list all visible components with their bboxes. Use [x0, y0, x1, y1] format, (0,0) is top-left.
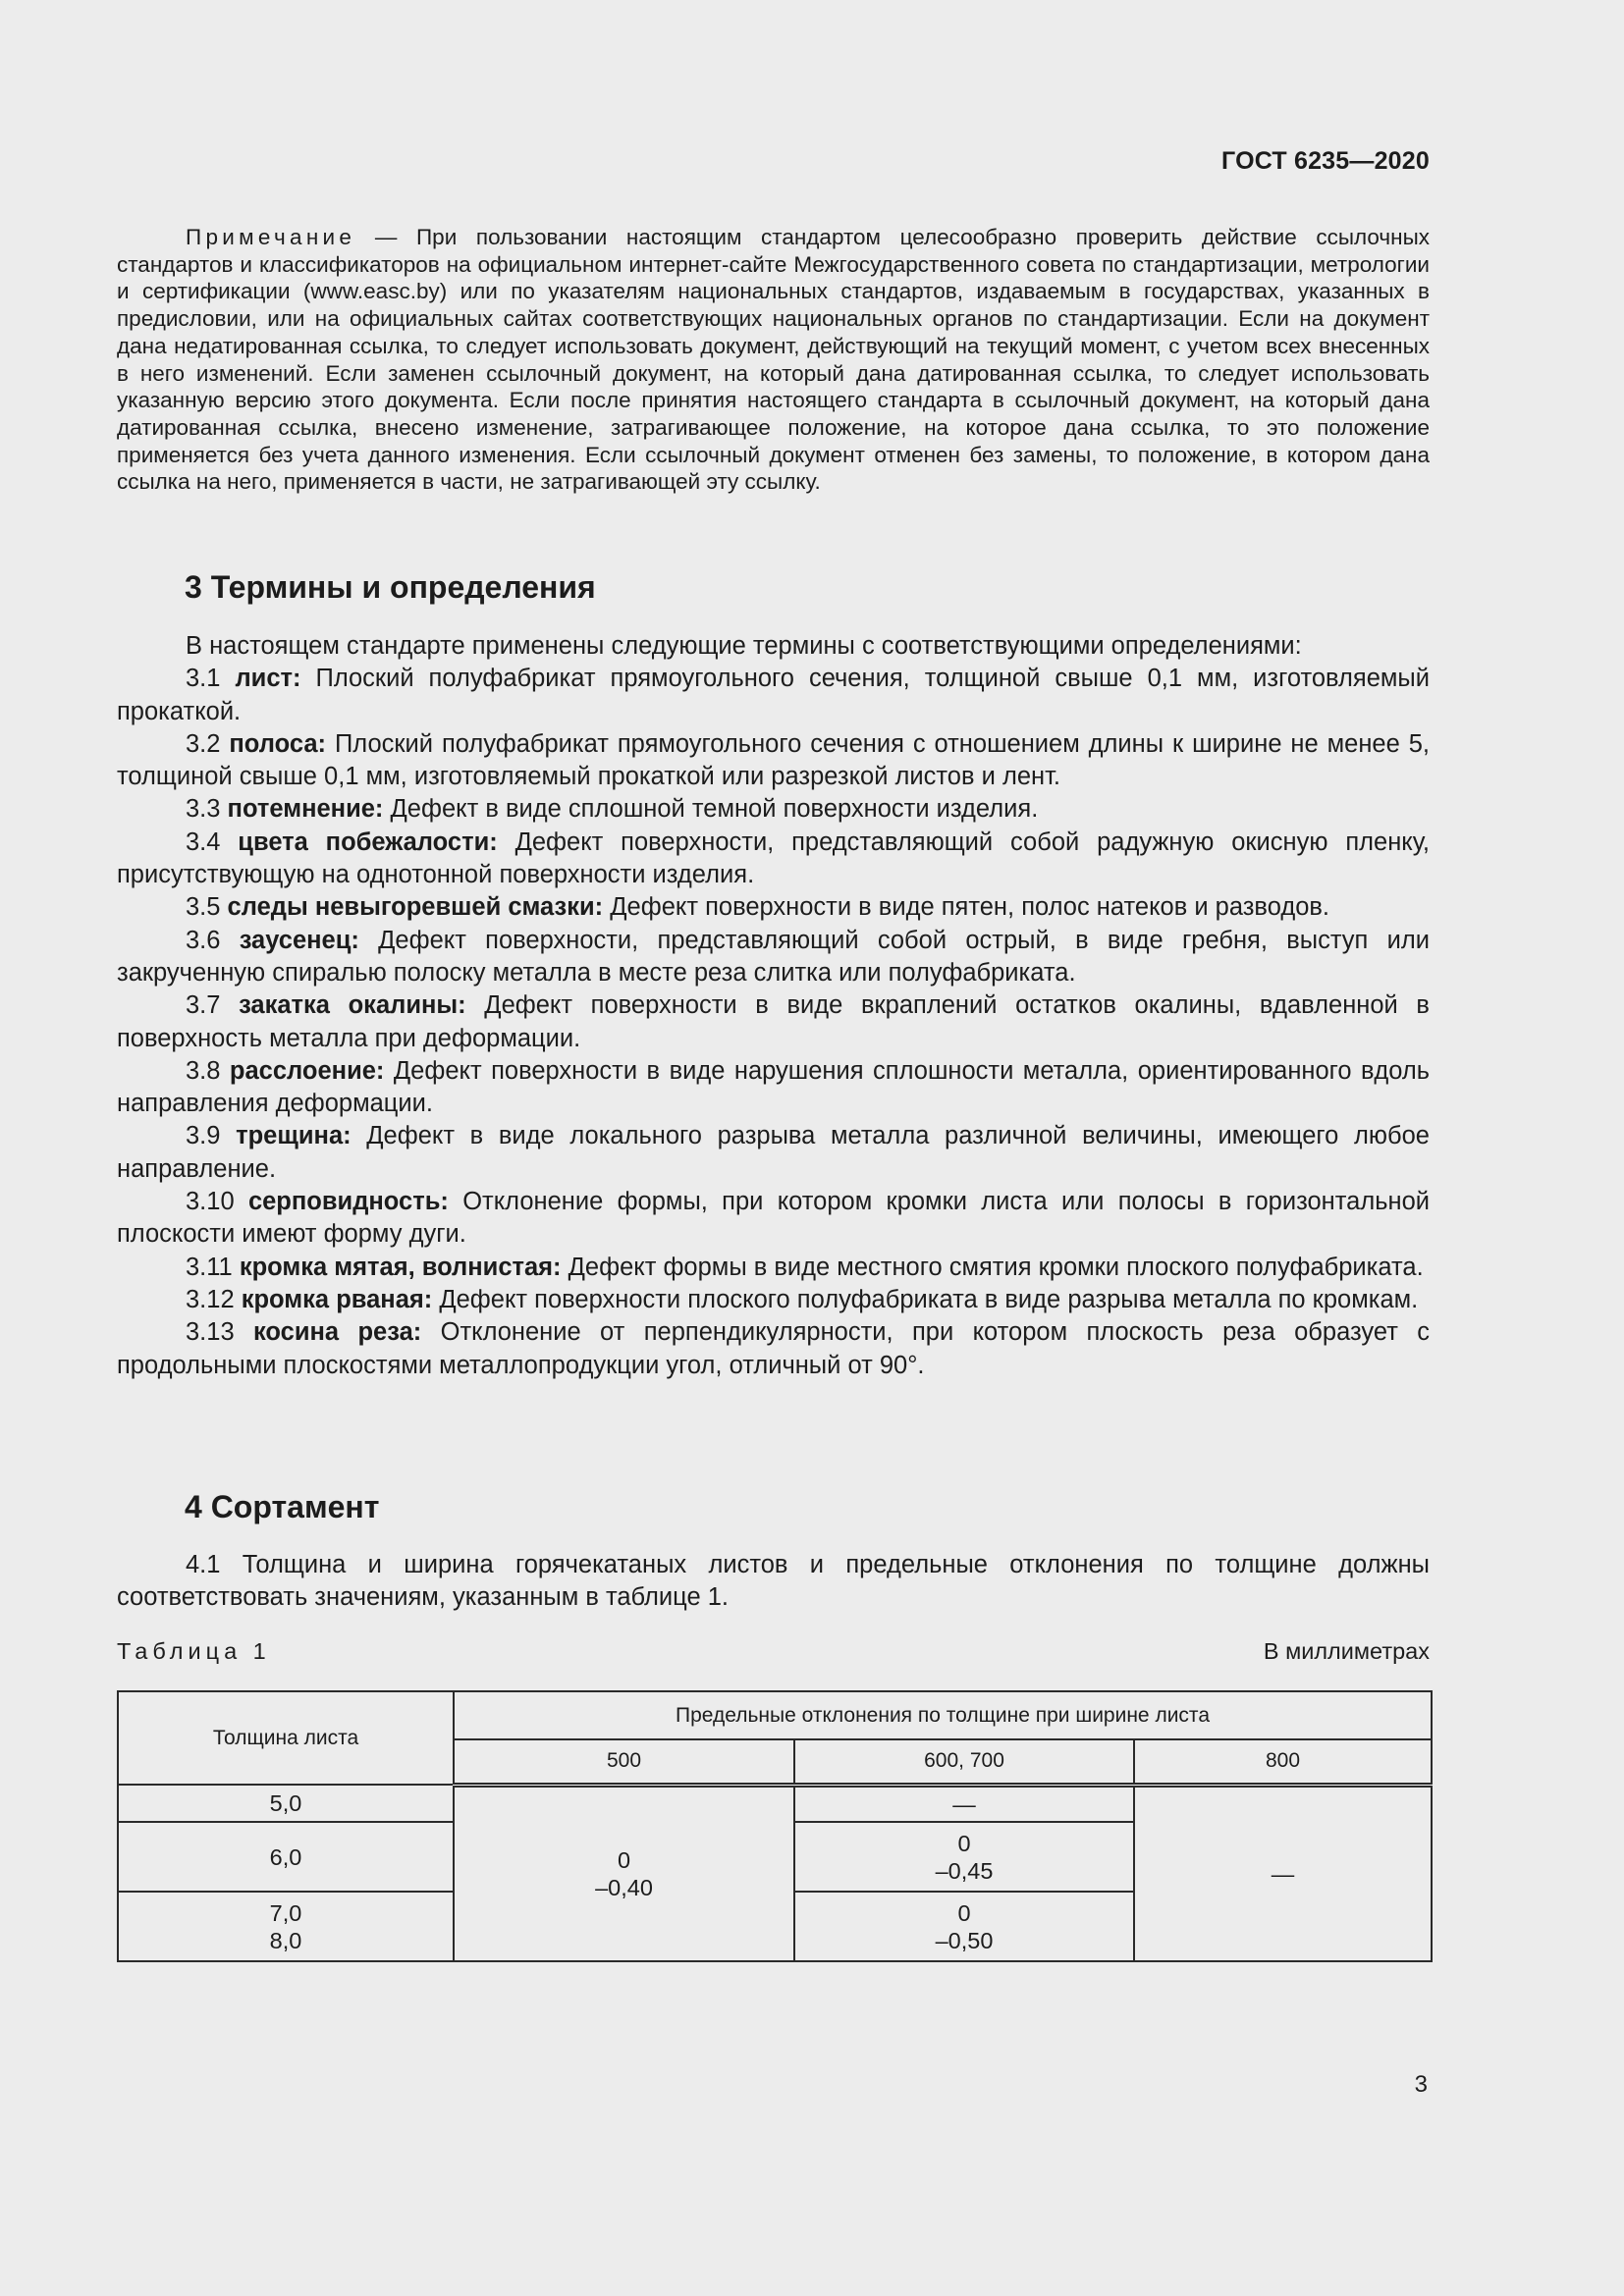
header-deviation-group: Предельные отклонения по толщине при ширине листа	[454, 1691, 1432, 1739]
deviation-lower: –0,40	[595, 1874, 653, 1900]
deviation-lower: –0,50	[935, 1927, 994, 1953]
table-caption-row	[117, 1638, 1430, 1665]
term-name: потемнение:	[227, 795, 384, 824]
term-number: 3.10	[186, 1188, 248, 1216]
term-name: цвета побежалости:	[238, 828, 498, 856]
term-definition: Дефект поверхности в виде вкраплений остатков окалины, вдавленной в поверхность металла при деформации.	[117, 991, 1430, 1052]
term-name: расслоение:	[229, 1056, 385, 1085]
section-3-heading: 3 Термины и определения	[185, 569, 596, 605]
term-item	[117, 793, 1430, 826]
term-definition: Плоский полуфабрикат прямоугольного сечения с отношением длины к ширине не менее 5, толщиной свыше 0,1 мм, изготовляемый прокаткой или разрезкой листов и лент.	[117, 729, 1430, 791]
table-caption: Таблица 1	[117, 1638, 271, 1664]
table-units: В миллиметрах	[1263, 1638, 1430, 1664]
cell-deviation-600-t5: —	[794, 1785, 1134, 1822]
term-definition: Дефект в виде сплошной темной поверхности изделия.	[383, 795, 1039, 824]
term-definition: Отклонение от перпендикулярности, при котором плоскость реза образует с продольными плоскостями металлопродукции угол, отличный от 90°.	[117, 1318, 1430, 1379]
term-number: 3.3	[186, 795, 228, 824]
term-name: заусенец:	[239, 926, 359, 954]
term-item	[117, 827, 1430, 892]
table-1	[117, 1690, 1433, 1962]
standard-code: ГОСТ 6235—2020	[1221, 147, 1430, 175]
term-item	[117, 1252, 1430, 1284]
header-width-500: 500	[454, 1739, 794, 1785]
term-item	[117, 728, 1430, 794]
note-label: Примечание	[186, 225, 356, 249]
cell-deviation-600-t6	[794, 1822, 1134, 1892]
section-4-heading: 4 Сортамент	[185, 1489, 380, 1524]
cell-thickness-7-8	[118, 1892, 454, 1961]
term-item	[117, 663, 1430, 728]
term-definition: Дефект поверхности в виде пятен, полос натеков и разводов.	[603, 893, 1330, 922]
page-number: 3	[1414, 2071, 1428, 2098]
term-name: косина реза:	[253, 1318, 422, 1347]
term-name: закатка окалины:	[239, 991, 466, 1020]
reference-note	[117, 224, 1430, 496]
term-number: 3.9	[186, 1122, 237, 1150]
term-definition: Дефект формы в виде местного смятия кромки плоского полуфабриката.	[561, 1253, 1424, 1281]
term-number: 3.7	[186, 991, 240, 1020]
term-name: лист:	[235, 665, 301, 693]
term-item	[117, 1055, 1430, 1121]
term-name: кромка мятая, волнистая:	[239, 1253, 562, 1281]
header-width-800: 800	[1134, 1739, 1432, 1785]
section-4-paragraph: 4.1 Толщина и ширина горячекатаных листов и предельные отклонения по толщине должны соответствовать значениям, указанным в таблице 1.	[117, 1551, 1430, 1612]
thickness-value: 7,0	[269, 1899, 302, 1926]
term-definition: Дефект поверхности в виде нарушения сплошности металла, ориентированного вдоль направления деформации.	[117, 1056, 1430, 1118]
term-item	[117, 1186, 1430, 1252]
deviation-upper: 0	[617, 1846, 631, 1873]
term-definition: Дефект в виде локального разрыва металла различной величины, имеющего любое направление.	[117, 1122, 1430, 1183]
term-item	[117, 1120, 1430, 1186]
term-name: следы невыгоревшей смазки:	[227, 893, 604, 922]
cell-deviation-600-t78	[794, 1892, 1134, 1961]
header-width-600-700: 600, 700	[794, 1739, 1134, 1785]
term-number: 3.5	[186, 893, 228, 922]
deviation-lower: –0,45	[935, 1857, 994, 1884]
term-definition: Дефект поверхности, представляющий собой радужную окисную пленку, присутствующую на однотонной поверхности изделия.	[117, 828, 1431, 889]
term-item	[117, 925, 1430, 990]
cell-deviation-800: —	[1134, 1785, 1432, 1961]
term-number: 3.8	[186, 1056, 230, 1085]
term-number: 3.12	[186, 1285, 242, 1313]
term-name: серповидность:	[247, 1188, 449, 1216]
term-definition: Отклонение формы, при котором кромки листа или полосы в горизонтальной плоскости имеют форму дуги.	[117, 1188, 1430, 1249]
term-definition: Плоский полуфабрикат прямоугольного сечения, толщиной свыше 0,1 мм, изготовляемый прокаткой.	[117, 665, 1430, 725]
term-item	[117, 989, 1430, 1055]
term-number: 3.2	[186, 729, 230, 758]
term-item	[117, 1284, 1430, 1316]
term-name: полоса:	[229, 729, 327, 758]
deviation-upper: 0	[957, 1830, 971, 1856]
deviation-upper: 0	[957, 1899, 971, 1926]
term-number: 3.11	[186, 1253, 240, 1281]
term-definition: Дефект поверхности плоского полуфабриката в виде разрыва металла по кромкам.	[432, 1285, 1419, 1313]
term-number: 3.13	[186, 1318, 253, 1347]
term-name: трещина:	[236, 1122, 352, 1150]
term-item	[117, 891, 1430, 924]
thickness-value: 8,0	[269, 1927, 302, 1953]
term-definition: Дефект поверхности, представляющий собой острый, в виде гребня, выступ или закрученную спиралью полоску металла в месте реза слитка или полуфабриката.	[117, 926, 1430, 987]
term-name: кромка рваная:	[241, 1285, 433, 1313]
cell-deviation-500	[454, 1785, 794, 1961]
section-4-body	[117, 1549, 1430, 1615]
term-item	[117, 1316, 1430, 1382]
note-text: — При пользовании настоящим стандартом целесообразно проверить действие ссылочных стандартов и классификаторов на официальном интернет-сайте Межгосударственного совета по стандартизации, метрологии и сертификации (www.easc.by) или по указателям национальных стандартов, издаваемым в государствах, указанных в предисловии, или на официальных сайтах соответствующих национальных органов по стандартизации. Если на документ дана недатированная ссылка, то следует использовать документ, действующий на текущий момент, с учетом всех внесенных в него изменений. Если заменен ссылочный документ, на который дана датированная ссылка, то следует использовать указанную версию этого документа. Если после принятия настоящего стандарта в ссылочный документ, на который дана датированная ссылка, внесено изменение, затрагивающее положение, на которое дана ссылка, то это положение применяется без учета данного изменения. Если ссылочный документ отменен без замены, то положение, в котором дана ссылка на него, применяется в части, не затрагивающей эту ссылку.	[117, 225, 1430, 495]
header-thickness: Толщина листа	[118, 1691, 454, 1785]
term-number: 3.6	[186, 926, 240, 954]
term-number: 3.1	[186, 665, 236, 693]
section-3-intro: В настоящем стандарте применены следующие термины с соответствующими определениями:	[186, 632, 1302, 660]
term-number: 3.4	[186, 828, 239, 856]
section-3-body	[117, 630, 1430, 1382]
cell-thickness-6: 6,0	[118, 1822, 454, 1892]
cell-thickness-5: 5,0	[118, 1785, 454, 1822]
